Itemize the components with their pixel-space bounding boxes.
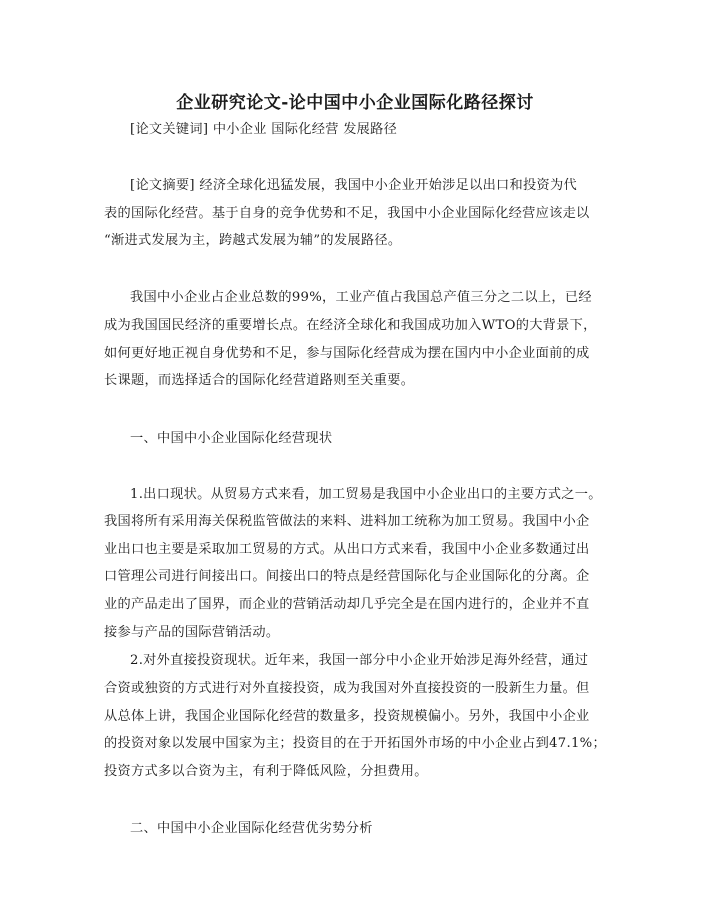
section-heading: 一、中国中小企业国际化经营现状 bbox=[130, 431, 333, 446]
fdi-line: 的投资对象以发展中国家为主；投资目的在于开拓国外市场的中小企业占到47.1%； bbox=[104, 736, 606, 751]
fdi-line: 2.对外直接投资现状。近年来，我国一部分中小企业开始涉足海外经营，通过 bbox=[130, 653, 589, 668]
intro-line: 我国中小企业占企业总数的99%，工业产值占我国总产值三分之二以上，已经 bbox=[130, 290, 592, 305]
fdi-line: 投资方式多以合资为主，有利于降低风险，分担费用。 bbox=[104, 764, 428, 779]
intro-line: 成为我国国民经济的重要增长点。在经济全球化和我国成功加入WTO的大背景下， bbox=[104, 318, 597, 333]
export-line: 我国将所有采用海关保税监管做法的来料、进料加工统称为加工贸易。我国中小企 bbox=[104, 514, 590, 529]
export-line: 1.出口现状。从贸易方式来看，加工贸易是我国中小企业出口的主要方式之一。 bbox=[130, 487, 602, 502]
abstract-line: “渐进式发展为主，跨越式发展为辅”的发展路径。 bbox=[104, 233, 402, 248]
export-line: 业出口也主要是采取加工贸易的方式。从出口方式来看，我国中小企业多数通过出 bbox=[104, 542, 590, 557]
export-line: 口管理公司进行间接出口。间接出口的特点是经营国际化与企业国际化的分离。企 bbox=[104, 569, 590, 584]
intro-line: 如何更好地正视自身优势和不足，参与国际化经营成为摆在国内中小企业面前的成 bbox=[104, 346, 590, 361]
document-title: 企业研究论文-论中国中小企业国际化路径探讨 bbox=[176, 93, 534, 113]
export-line: 业的产品走出了国界，而企业的营销活动却几乎完全是在国内进行的，企业并不直 bbox=[104, 597, 590, 612]
fdi-line: 合资或独资的方式进行对外直接投资，成为我国对外直接投资的一股新生力量。但 bbox=[104, 681, 590, 696]
keywords-line: [论文关键词] 中小企业 国际化经营 发展路径 bbox=[130, 122, 398, 137]
abstract-line: 表的国际化经营。基于自身的竞争优势和不足，我国中小企业国际化经营应该走以 bbox=[104, 206, 590, 221]
section-heading: 二、中国中小企业国际化经营优劣势分析 bbox=[130, 821, 373, 836]
abstract-line: [论文摘要] 经济全球化迅猛发展，我国中小企业开始涉足以出口和投资为代 bbox=[130, 178, 577, 193]
fdi-line: 从总体上讲，我国企业国际化经营的数量多，投资规模偏小。另外，我国中小企业 bbox=[104, 709, 590, 724]
export-line: 接参与产品的国际营销活动。 bbox=[104, 625, 280, 640]
intro-line: 长课题，而选择适合的国际化经营道路则至关重要。 bbox=[104, 373, 415, 388]
